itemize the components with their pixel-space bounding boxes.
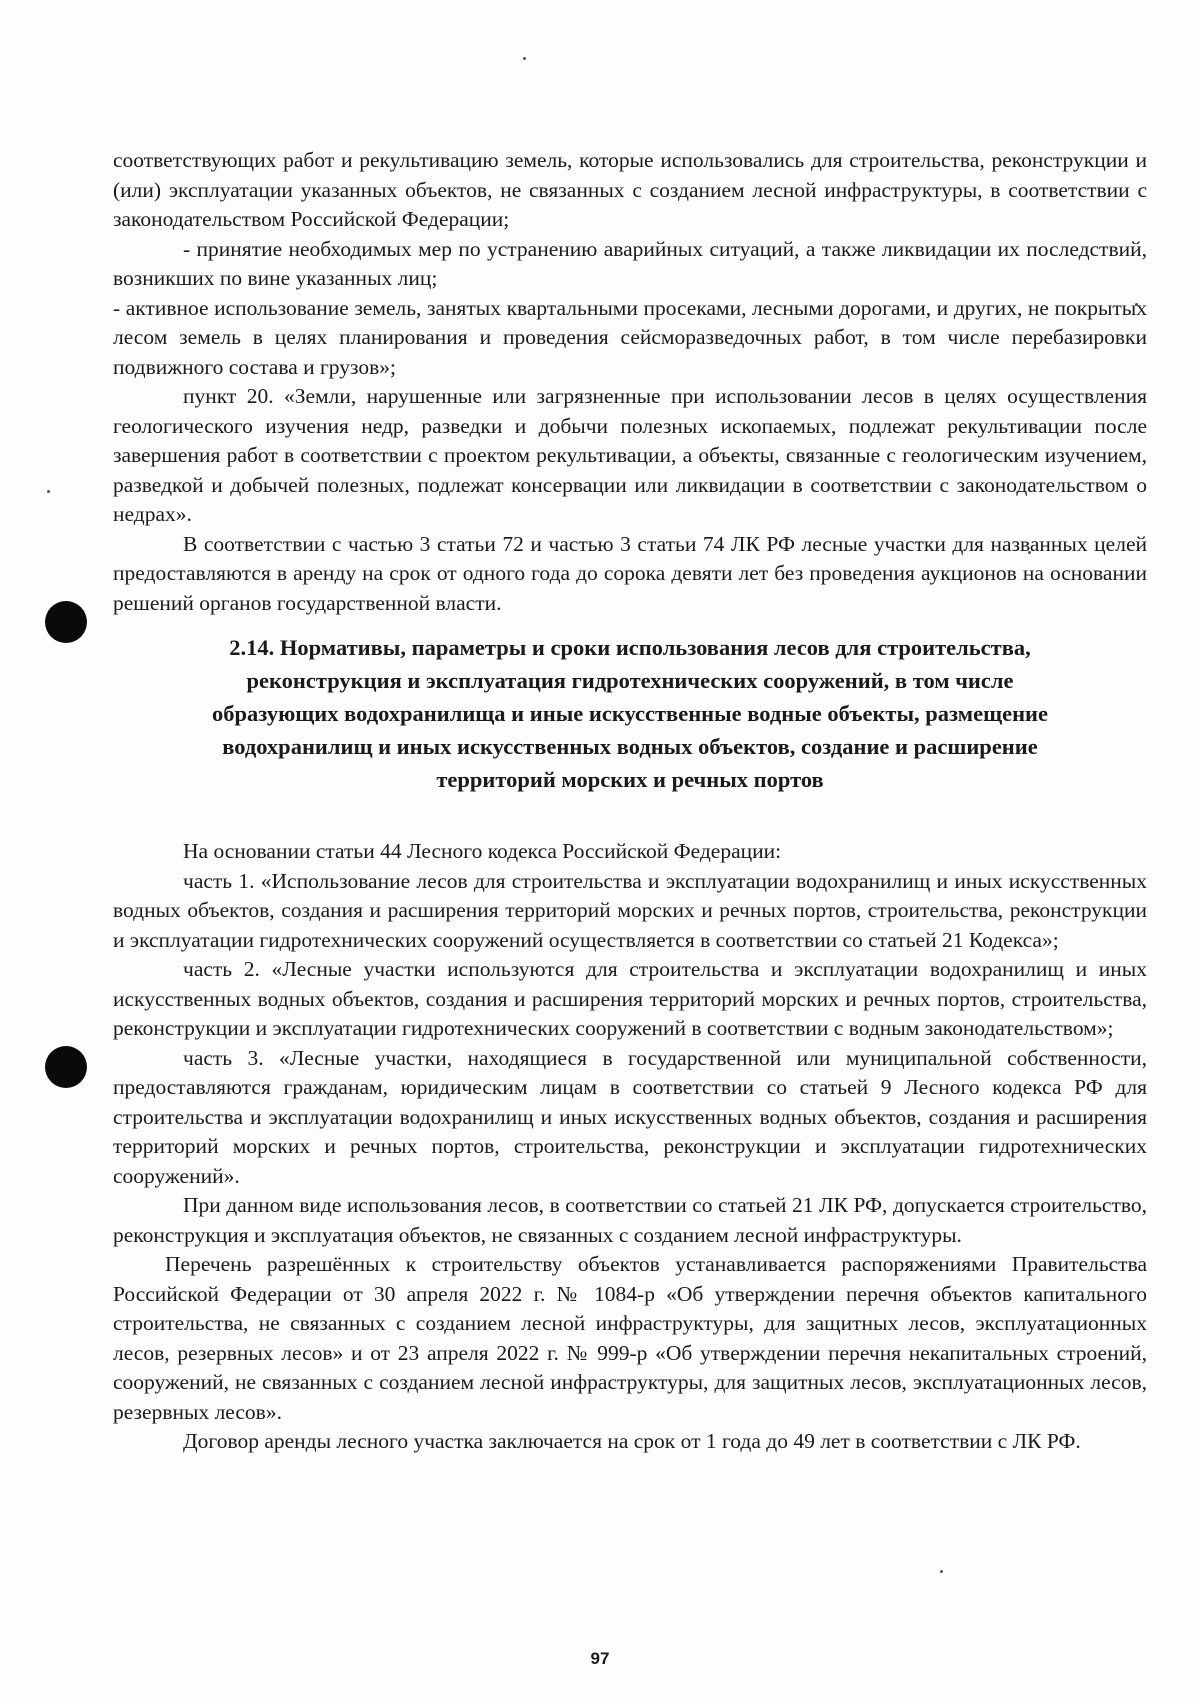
heading-line: водохранилищ и иных искусственных водных объектов, создание и расширение (222, 734, 1038, 759)
heading-line: реконструкция и эксплуатация гидротехнических сооружений, в том числе (246, 668, 1014, 693)
bottom-text-section (113, 837, 1147, 1457)
paragraph: пункт 20. «Земли, нарушенные или загрязненные при использовании лесов в целях осуществления геологического изучения недр, разведки и добычи полезных ископаемых, подлежат рекультивации после завершения работ в соответствии с проектом рекультивации, а объекты, связанные с геологическим изучением, разведкой и добычей полезных, подлежат консервации или ликвидации в соответствии с законодательством о недрах». (113, 384, 1147, 526)
heading-line: территорий морских и речных портов (436, 767, 824, 792)
page-number: 97 (590, 1649, 610, 1668)
scan-speck (940, 1570, 943, 1573)
top-text-section (113, 146, 1147, 618)
section-heading (130, 631, 1130, 796)
paragraph: На основании статьи 44 Лесного кодекса Российской Федерации: (183, 839, 782, 863)
paragraph: соответствующих работ и рекультивацию земель, которые использовались для строительства, реконструкции и (или) эксплуатации указанных объектов, не связанных с созданием лесной инфраструктуры, в соответствии с законодательством Российской Федерации; (113, 148, 1147, 231)
paragraph: Договор аренды лесного участка заключается на срок от 1 года до 49 лет в соответствии с ЛК РФ. (183, 1429, 1081, 1453)
punch-hole-mark (45, 1046, 87, 1088)
paragraph: - активное использование земель, занятых квартальными просеками, лесными дорогами, и других, не покрытых лесом земель в целях планирования и проведения сейсморазведочных работ, в том числе перебазировки подвижного состава и грузов»; (113, 295, 1147, 379)
paragraph: При данном виде использования лесов, в соответствии со статьей 21 ЛК РФ, допускается строительство, реконструкция и эксплуатация объектов, не связанных с созданием лесной инфраструктуры. (113, 1193, 1147, 1247)
paragraph: Перечень разрешённых к строительству объектов устанавливается распоряжениями Правительства Российской Федерации от 30 апреля 2022 г. № 1084-р «Об утверждении перечня объектов капитального строительства, не связанных с созданием лесной инфраструктуры, для защитных лесов, эксплуатационных лесов, резервных лесов» и от 23 апреля 2022 г. № 999-р «Об утверждении перечня некапитальных строений, сооружений, не связанных с созданием лесной инфраструктуры, для защитных лесов, эксплуатационных лесов, резервных лесов». (113, 1252, 1147, 1424)
paragraph: часть 3. «Лесные участки, находящиеся в государственной или муниципальной собственности, предоставляются гражданам, юридическим лицам в соответствии со статьей 9 Лесного кодекса РФ для строительства и эксплуатации водохранилищ и иных искусственных водных объектов, создания и расширения территорий морских и речных портов, строительства, реконструкции и эксплуатации гидротехнических сооружений». (113, 1045, 1147, 1188)
heading-line: образующих водохранилища и иные искусственные водные объекты, размещение (212, 701, 1048, 726)
scan-speck (523, 57, 526, 60)
heading-line: 2.14. Нормативы, параметры и сроки использования лесов для строительства, (229, 635, 1031, 660)
paragraph: часть 2. «Лесные участки используются для строительства и эксплуатации водохранилищ и иных искусственных водных объектов, создания и расширения территорий морских и речных портов, строительства, реконструкции и эксплуатации гидротехнических сооружений в соответствии с водным законодательством»; (113, 957, 1147, 1040)
punch-hole-mark (45, 601, 87, 643)
paragraph: - принятие необходимых мер по устранению аварийных ситуаций, а также ликвидации их последствий, возникших по вине указанных лиц; (113, 236, 1147, 290)
paragraph: В соответствии с частью 3 статьи 72 и частью 3 статьи 74 ЛК РФ лесные участки для названных целей предоставляются в аренду на срок от одного года до сорока девяти лет без проведения аукционов на основании решений органов государственной власти. (113, 531, 1147, 615)
scan-speck (47, 490, 50, 493)
paragraph: часть 1. «Использование лесов для строительства и эксплуатации водохранилищ и иных искусственных водных объектов, создания и расширения территорий морских и речных портов, строительства, реконструкции и эксплуатации гидротехнических сооружений осуществляется в соответствии со статьей 21 Кодекса»; (113, 868, 1147, 952)
